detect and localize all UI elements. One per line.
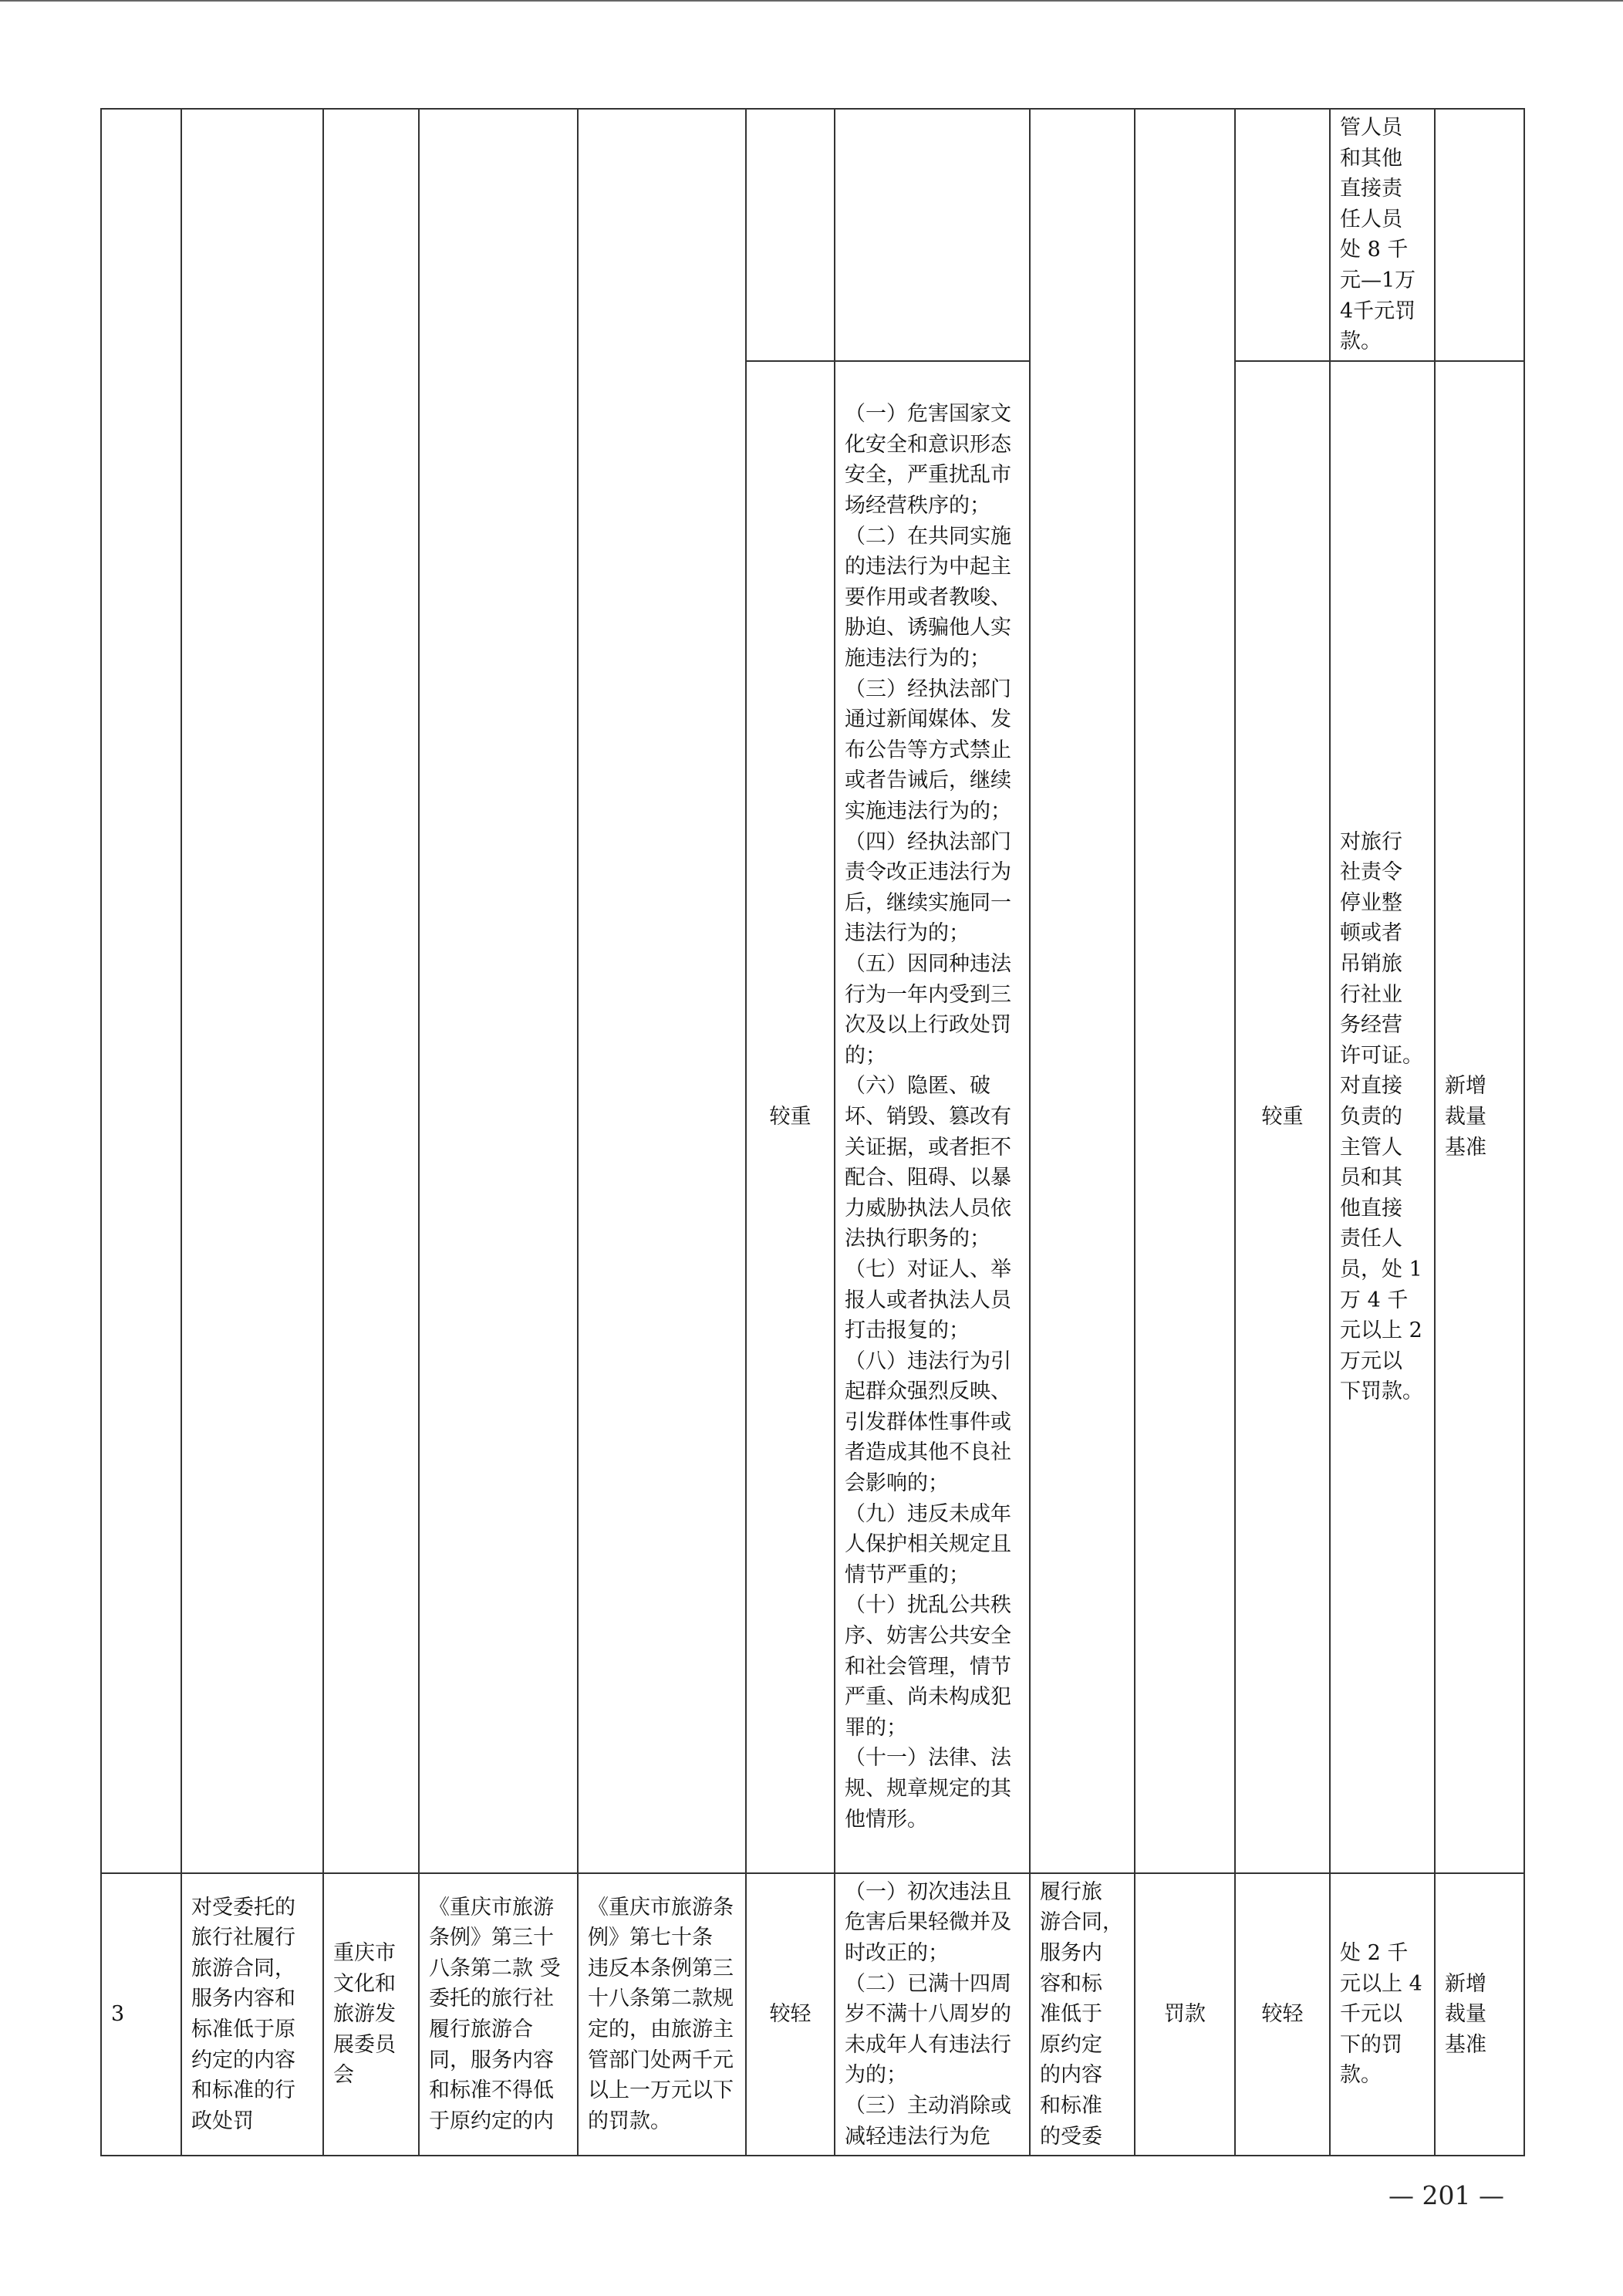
level-cell: 较重 (746, 361, 835, 1873)
behavior-cell (1030, 109, 1135, 1873)
discretion-standard-table (100, 108, 1525, 2156)
penalty-detail-cell: 处 2 千 元以上 4 千元以 下的罚 款。 (1330, 1873, 1435, 2156)
penalty-type-cell: 罚款 (1135, 1873, 1235, 2156)
circumstances-cell: （一）危害国家文化安全和意识形态安全，严重扰乱市场经营秩序的； （二）在共同实施的违法行为中起主要作用或者教唆、胁迫、诱骗他人实施违法行为的； （三）经执法部门通过新闻媒体、发布公告等方式禁止或者告诫后，继续实施违法行为的； （四）经执法部门责令改正违法行为后，继续实施同一违法行为的； （五）因同种违法行为一年内受到三次及以上行政处罚的； （六）隐匿、破坏、销毁、篡改有关证据，或者拒不配合、阻碍、以暴力威胁执法人员依法执行职务的； （七）对证人、举报人或者执法人员打击报复的； （八）违法行为引起群众强烈反映、引发群体性事件或者造成其他不良社会影响的； （九）违反未成年人保护相关规定且情节严重的； （十）扰乱公共秩序、妨害公共安全和社会管理，情节严重、尚未构成犯罪的； （十一）法律、法规、规章规定的其他情形。 (835, 361, 1030, 1873)
number-cell (101, 109, 181, 1873)
penalty-detail-cell: 管人员 和其他 直接责 任人员 处 8 千 元—1万 4千元罚 款。 (1330, 109, 1435, 361)
level-cell (746, 109, 835, 361)
table-row (101, 109, 1524, 361)
item-cell (181, 109, 323, 1873)
violated-provision-cell: 《重庆市旅游条例》第三十八条第二款 受委托的旅行社履行旅游合同，服务内容和标准不得低于原约定的内 (419, 1873, 578, 2156)
level2-cell (1235, 109, 1330, 361)
note-cell (1435, 109, 1524, 361)
page-top-border (0, 0, 1623, 2)
penalty-type-cell (1135, 109, 1235, 1873)
level2-cell: 较重 (1235, 361, 1330, 1873)
circumstances-cell (835, 109, 1030, 361)
circumstances-cell: （一）初次违法且危害后果轻微并及时改正的； （二）已满十四周岁不满十八周岁的未成年人有违法行为的； （三）主动消除或减轻违法行为危 (835, 1873, 1030, 2156)
behavior-cell: 履行旅 游合同， 服务内 容和标 准低于 原约定 的内容 和标准 的受委 (1030, 1873, 1135, 2156)
violated-provision-cell (419, 109, 578, 1873)
penalty-provision-cell: 《重庆市旅游条例》第七十条 违反本条例第三十八条第二款规定的，由旅游主管部门处两千元以上一万元以下的罚款。 (578, 1873, 746, 2156)
page-number: — 201 — (1388, 2180, 1504, 2210)
number-cell: 3 (101, 1873, 181, 2156)
authority-cell (323, 109, 419, 1873)
item-cell: 对受委托的旅行社履行旅游合同，服务内容和标准低于原约定的内容和标准的行政处罚 (181, 1873, 323, 2156)
level-cell: 较轻 (746, 1873, 835, 2156)
penalty-detail-cell: 对旅行 社责令 停业整 顿或者 吊销旅 行社业 务经营 许可证。 对直接 负责的 主管人 员和其 他直接 责任人 员，处 1 万 4 千 元以上 2 万元以 下罚款。 (1330, 361, 1435, 1873)
authority-cell: 重庆市文化和旅游发展委员会 (323, 1873, 419, 2156)
table-row (101, 1873, 1524, 2156)
note-cell: 新增 裁量 基准 (1435, 361, 1524, 1873)
note-cell: 新增 裁量 基准 (1435, 1873, 1524, 2156)
level2-cell: 较轻 (1235, 1873, 1330, 2156)
penalty-provision-cell (578, 109, 746, 1873)
